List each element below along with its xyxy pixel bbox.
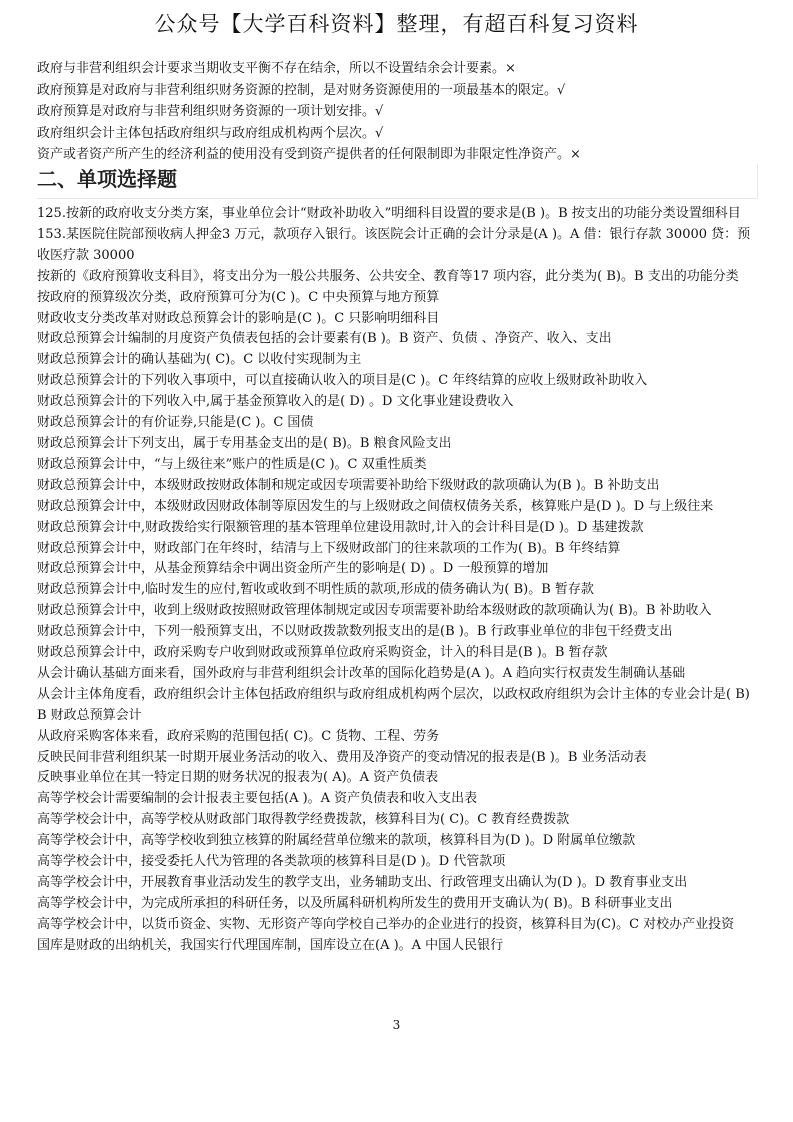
page-header: 公众号【大学百科资料】整理，有超百科复习资料 — [154, 12, 639, 36]
question-item: 高等学校会计中，接受委托人代为管理的各类款项的核算科目是(D )。D 代管款项 — [37, 854, 506, 870]
question-item: 财政总预算会计编制的月度资产负债表包括的会计要素有(B )。B 资产、负债 、净资产、收入、支出 — [37, 331, 612, 347]
question-item: 153.某医院住院部预收病人押金3 万元，款项存入银行。该医院会计正确的会计分录是(A )。A 借：银行存款 30000 贷：预收医疗款 30000 — [37, 226, 751, 263]
true-false-item: 资产或者资产所产生的经济利益的使用没有受到资产提供者的任何限制即为非限定性净资产。× — [37, 147, 581, 163]
true-false-list — [37, 58, 767, 166]
question-item: 财政收支分类改革对财政总预算会计的影响是(C )。C 只影响明细科目 — [37, 310, 440, 326]
section-title: 二、单项选择题 — [37, 164, 758, 199]
question-item: 财政总预算会计的有价证券,只能是(C )。C 国债 — [37, 415, 314, 431]
question-item: 财政总预算会计的下列收入中,属于基金预算收入的是( D) 。D 文化事业建设费收入 — [37, 394, 514, 410]
question-item: 财政总预算会计中，本级财政按财政体制和规定或因专项需要补助给下级财政的款项确认为(B )。B 补助支出 — [37, 477, 660, 493]
page-number: 3 — [392, 1018, 401, 1032]
question-item: 财政总预算会计的下列收入事项中，可以直接确认收入的项目是(C )。C 年终结算的应收上级财政补助收入 — [37, 373, 648, 389]
question-item: 按新的《政府预算收支科目》，将支出分为一般公共服务、公共安全、教育等17 项内容，此分类为( B)。B 支出的功能分类 — [37, 268, 739, 284]
question-item: 高等学校会计中，开展教育事业活动发生的教学支出，业务辅助支出、行政管理支出确认为(D )。D 教育事业支出 — [37, 875, 688, 890]
question-item: 从会计主体角度看，政府组织会计主体包括政府组织与政府组成机构两个层次，以政权政府组织为会计主体的专业会计是( B)B 财政总预算会计 — [37, 686, 750, 723]
question-item: 财政总预算会计中，收到上级财政按照财政管理体制规定或因专项需要补助给本级财政的款项确认为( B)。B 补助收入 — [37, 603, 712, 619]
true-false-item: 政府预算是对政府与非营利组织财务资源的一项计划安排。√ — [37, 104, 384, 120]
question-item: 财政总预算会计的确认基础为( C)。C 以收付实现制为主 — [37, 352, 362, 368]
question-item: 财政总预算会计中，从基金预算结余中调出资金所产生的影响是( D) 。D 一般预算的增加 — [37, 561, 549, 577]
question-item: 高等学校会计中，为完成所承担的科研任务，以及所属科研机构所发生的费用开支确认为( B)。B 科研事业支出 — [37, 895, 673, 911]
question-item: 国库是财政的出纳机关，我国实行代理国库制，国库设立在(A )。A 中国人民银行 — [37, 937, 504, 953]
true-false-item: 政府与非营利组织会计要求当期收支平衡不存在结余，所以不设置结余会计要素。× — [37, 61, 516, 76]
question-item: 高等学校会计中，以货币资金、实物、无形资产等向学校自己举办的企业进行的投资，核算科目为(C)。C 对校办产业投资 — [37, 916, 735, 932]
question-item: 财政总预算会计中,财政拨给实行限额管理的基本管理单位建设用款时,计入的会计科目是(D )。D 基建拨款 — [37, 519, 644, 535]
question-item: 反映民间非营利组织某一时期开展业务活动的收入、费用及净资产的变动情况的报表是(B )。B 业务活动表 — [37, 749, 647, 765]
question-item: 反映事业单位在其一特定日期的财务状况的报表为( A)。A 资产负债表 — [37, 770, 439, 786]
question-item: 财政总预算会计中，“与上级往来”账户的性质是(C )。C 双重性质类 — [37, 456, 427, 472]
question-item: 按政府的预算级次分类，政府预算可分为(C )。C 中央预算与地方预算 — [37, 289, 440, 305]
true-false-item: 政府预算是对政府与非营利组织财务资源的控制，是对财务资源使用的一项最基本的限定。√ — [37, 82, 566, 98]
question-item: 从政府采购客体来看，政府采购的范围包括( C)。C 货物、工程、劳务 — [37, 728, 440, 744]
question-item: 高等学校会计中，高等学校从财政部门取得教学经费拨款，核算科目为( C)。C 教育经费拨款 — [37, 812, 570, 828]
question-item: 财政总预算会计下列支出，属于专用基金支出的是( B)。B 粮食风险支出 — [37, 435, 452, 451]
question-item: 125.按新的政府收支分类方案，事业单位会计“财政补助收入”明细科目设置的要求是(B )。B 按支出的功能分类设置细科目 — [37, 206, 741, 221]
question-item: 财政总预算会计中,临时发生的应付,暂收或收到不明性质的款项,形成的债务确认为( B)。B 暂存款 — [37, 582, 594, 598]
question-item: 财政总预算会计中，政府采购专户收到财政或预算单位政府采购资金，计入的科目是(B )。B 暂存款 — [37, 645, 608, 661]
true-false-item: 政府组织会计主体包括政府组织与政府组成机构两个层次。√ — [37, 125, 384, 141]
question-item: 财政总预算会计中，财政部门在年终时，结清与上下级财政部门的往来款项的工作为( B)。B 年终结算 — [37, 540, 621, 556]
question-item: 高等学校会计中，高等学校收到独立核算的附属经营单位缴来的款项，核算科目为(D )。D 附属单位缴款 — [37, 833, 636, 849]
question-item: 从会计确认基础方面来看，国外政府与非营利组织会计改革的国际化趋势是(A )。A 趋向实行权责发生制确认基础 — [37, 665, 686, 681]
question-item: 财政总预算会计中，下列一般预算支出，不以财政拨款数列报支出的是(B )。B 行政事业单位的非包干经费支出 — [37, 624, 673, 640]
question-list — [37, 204, 757, 957]
question-item: 高等学校会计需要编制的会计报表主要包括(A )。A 资产负债表和收入支出表 — [37, 791, 478, 807]
question-item: 财政总预算会计中，本级财政因财政体制等原因发生的与上级财政之间债权债务关系，核算账户是(D )。D 与上级往来 — [37, 498, 714, 514]
